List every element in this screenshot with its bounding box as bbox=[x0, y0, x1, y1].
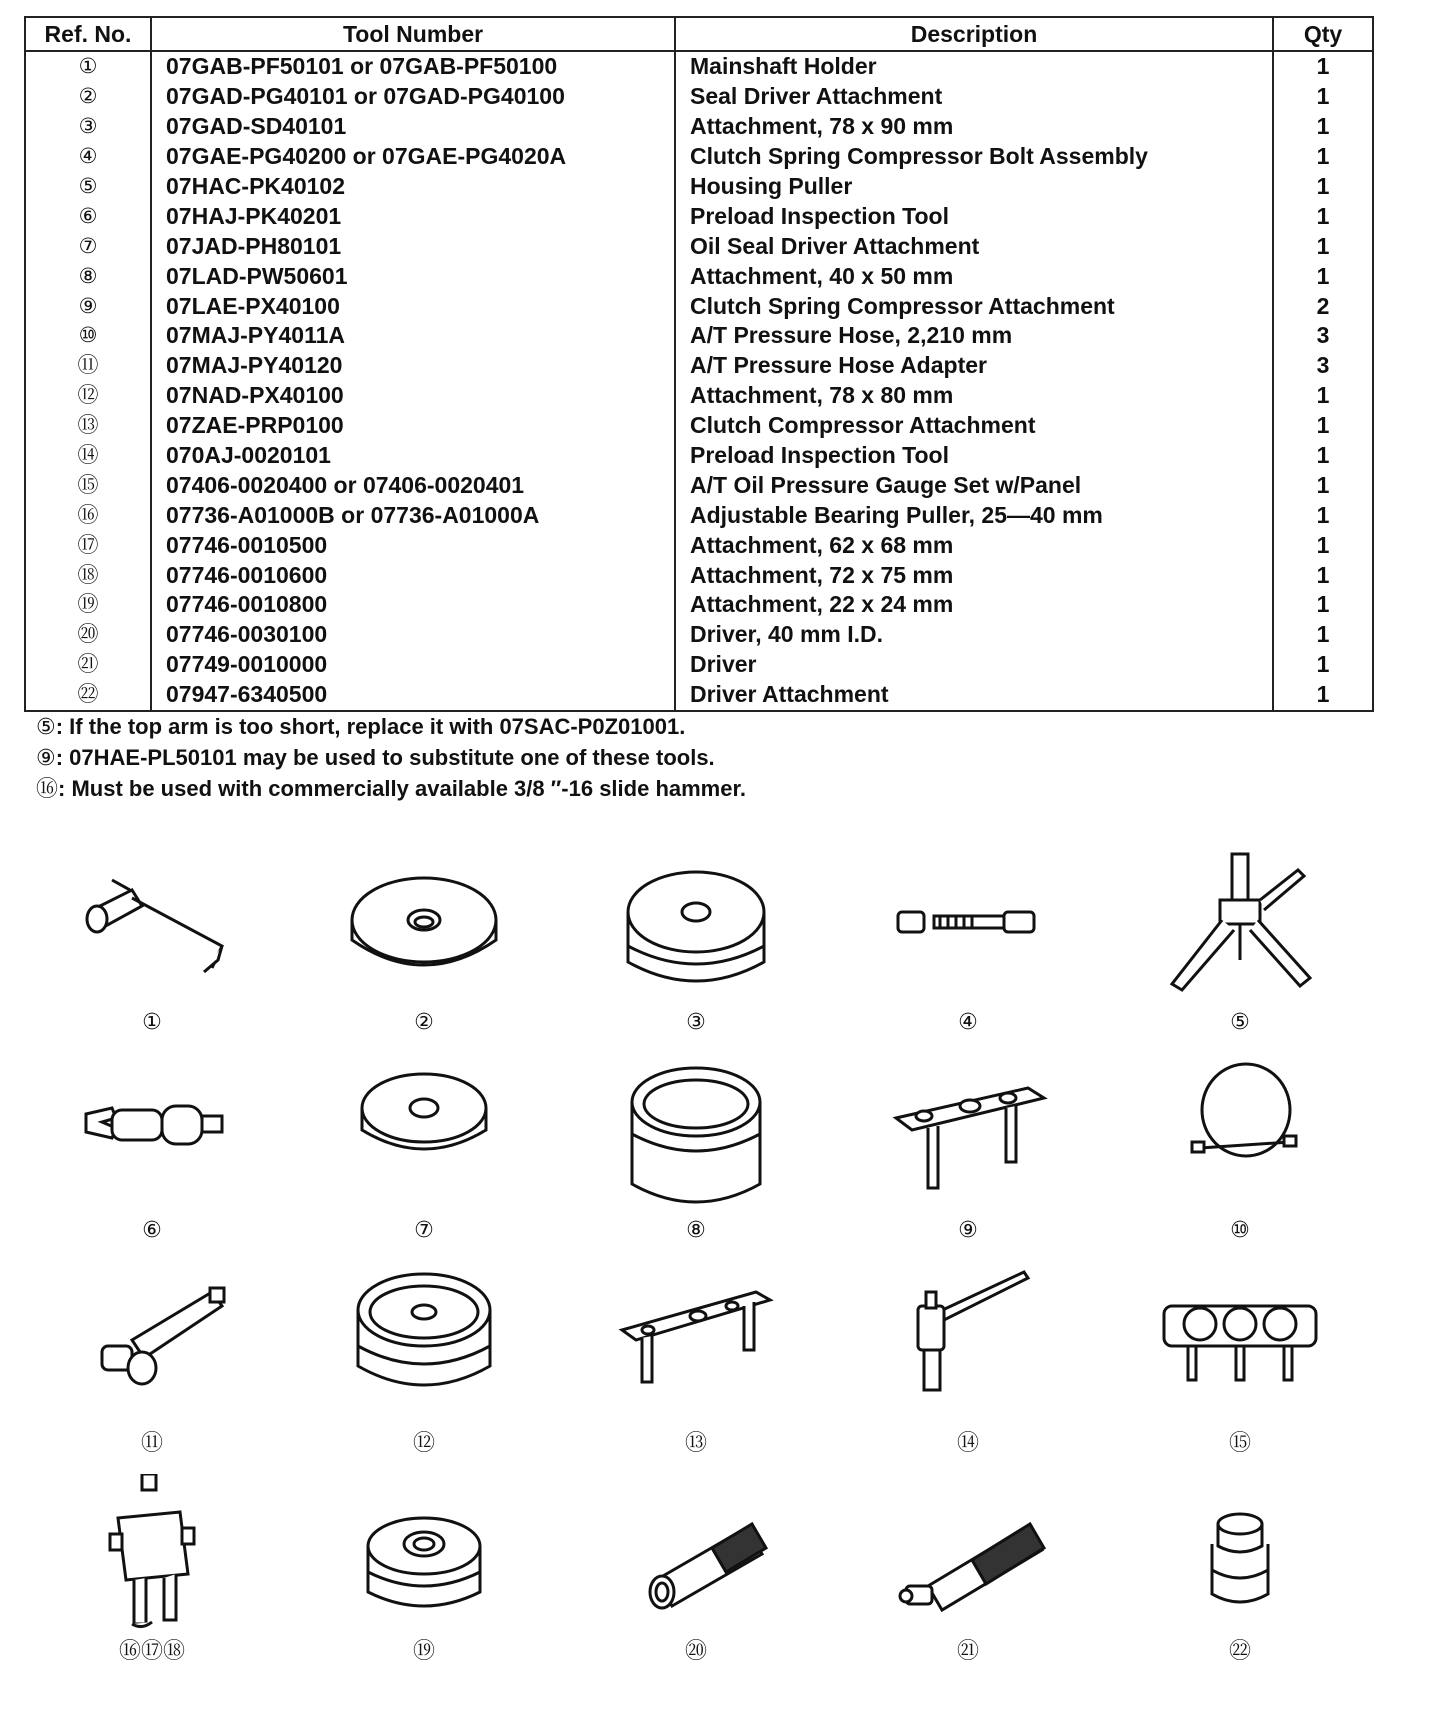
table-cell-qty: 1 bbox=[1273, 142, 1373, 172]
table-cell-tool-number: 07749-0010000 bbox=[151, 650, 675, 680]
bearing-puller-illustration bbox=[72, 1474, 232, 1634]
bolt-assembly-illustration bbox=[888, 850, 1048, 1010]
table-cell-ref-no: ⑤ bbox=[25, 172, 151, 202]
figure-label: ⑪ bbox=[140, 1431, 163, 1456]
table-cell-tool-number: 07ZAE-PRP0100 bbox=[151, 411, 675, 441]
table-row bbox=[25, 261, 1373, 291]
figure-attachment-78x80 bbox=[288, 1266, 560, 1474]
table-cell-tool-number: 07NAD-PX40100 bbox=[151, 381, 675, 411]
table-cell-ref-no: ⑬ bbox=[25, 411, 151, 441]
table-cell-ref-no: ⑯ bbox=[25, 500, 151, 530]
figure-label: ㉑ bbox=[956, 1639, 979, 1664]
table-cell-tool-number: 07HAC-PK40102 bbox=[151, 172, 675, 202]
figure-label: ① bbox=[142, 1010, 162, 1035]
header-ref-no: Ref. No. bbox=[25, 17, 151, 51]
table-row bbox=[25, 201, 1373, 231]
footnote bbox=[36, 774, 746, 805]
figure-oil-seal-driver-attachment bbox=[288, 1058, 560, 1266]
special-tools-table bbox=[24, 16, 1374, 712]
footnote-text: : 07HAE-PL50101 may be used to substitute one of these tools. bbox=[55, 745, 715, 770]
table-cell-qty: 1 bbox=[1273, 261, 1373, 291]
table-cell-description: A/T Pressure Hose Adapter bbox=[675, 351, 1273, 381]
table-cell-description: Attachment, 78 x 90 mm bbox=[675, 112, 1273, 142]
figure-driver-attachment bbox=[1104, 1474, 1376, 1682]
footnotes bbox=[36, 712, 746, 805]
table-cell-ref-no: ㉑ bbox=[25, 650, 151, 680]
footnote-marker: ⑯ bbox=[36, 777, 59, 802]
figure-label: ⑮ bbox=[1228, 1431, 1251, 1456]
table-cell-description: Attachment, 40 x 50 mm bbox=[675, 261, 1273, 291]
table-row bbox=[25, 51, 1373, 82]
table-cell-ref-no: ⑱ bbox=[25, 560, 151, 590]
figure-label: ⑧ bbox=[686, 1218, 706, 1243]
table-cell-ref-no: ② bbox=[25, 82, 151, 112]
footnote bbox=[36, 743, 746, 774]
table-cell-tool-number: 07MAJ-PY4011A bbox=[151, 321, 675, 351]
table-cell-qty: 1 bbox=[1273, 620, 1373, 650]
figure-label: ③ bbox=[686, 1010, 706, 1035]
table-cell-qty: 1 bbox=[1273, 172, 1373, 202]
figure-label: ⑳ bbox=[684, 1639, 707, 1664]
table-cell-qty: 2 bbox=[1273, 291, 1373, 321]
table-cell-ref-no: ④ bbox=[25, 142, 151, 172]
table-cell-tool-number: 07947-6340500 bbox=[151, 680, 675, 711]
table-cell-tool-number: 07LAE-PX40100 bbox=[151, 291, 675, 321]
table-row bbox=[25, 381, 1373, 411]
header-tool-number: Tool Number bbox=[151, 17, 675, 51]
table-cell-tool-number: 07HAJ-PK40201 bbox=[151, 201, 675, 231]
table-cell-description: Preload Inspection Tool bbox=[675, 201, 1273, 231]
clutch-compressor-attachment-illustration bbox=[616, 1266, 776, 1426]
table-cell-qty: 1 bbox=[1273, 680, 1373, 711]
table-cell-ref-no: ⑰ bbox=[25, 530, 151, 560]
table-cell-description: Driver, 40 mm I.D. bbox=[675, 620, 1273, 650]
figure-driver-40mm bbox=[560, 1474, 832, 1682]
table-cell-tool-number: 07GAD-PG40101 or 07GAD-PG40100 bbox=[151, 82, 675, 112]
table-cell-description: A/T Oil Pressure Gauge Set w/Panel bbox=[675, 470, 1273, 500]
table-row bbox=[25, 351, 1373, 381]
figure-mainshaft-holder bbox=[16, 850, 288, 1058]
figure-spring-compressor-attachment bbox=[832, 1058, 1104, 1266]
table-row bbox=[25, 590, 1373, 620]
table-row bbox=[25, 441, 1373, 471]
footnote-text: : Must be used with commercially available 3/8 ″-16 slide hammer. bbox=[58, 776, 746, 801]
table-cell-qty: 1 bbox=[1273, 441, 1373, 471]
figure-seal-driver-attachment bbox=[288, 850, 560, 1058]
table-cell-ref-no: ⑨ bbox=[25, 291, 151, 321]
table-cell-tool-number: 07746-0010600 bbox=[151, 560, 675, 590]
figure-label: ⑩ bbox=[1230, 1218, 1250, 1243]
table-cell-description: Oil Seal Driver Attachment bbox=[675, 231, 1273, 261]
table-header-row bbox=[25, 17, 1373, 51]
figure-label: ⑨ bbox=[958, 1218, 978, 1243]
table-cell-description: Attachment, 78 x 80 mm bbox=[675, 381, 1273, 411]
table-cell-tool-number: 07MAJ-PY40120 bbox=[151, 351, 675, 381]
table-cell-qty: 1 bbox=[1273, 500, 1373, 530]
figure-label: ⑤ bbox=[1230, 1010, 1250, 1035]
table-cell-qty: 1 bbox=[1273, 381, 1373, 411]
table-row bbox=[25, 291, 1373, 321]
table-row bbox=[25, 231, 1373, 261]
table-cell-description: Mainshaft Holder bbox=[675, 51, 1273, 82]
preload-inspection-tool-illustration bbox=[72, 1058, 232, 1218]
attachment-78x90-illustration bbox=[616, 850, 776, 1010]
table-cell-ref-no: ⑮ bbox=[25, 470, 151, 500]
table-cell-qty: 1 bbox=[1273, 51, 1373, 82]
table-cell-ref-no: ① bbox=[25, 51, 151, 82]
table-cell-tool-number: 07746-0010500 bbox=[151, 530, 675, 560]
figure-attachment-22x24 bbox=[288, 1474, 560, 1682]
table-row bbox=[25, 82, 1373, 112]
table-cell-ref-no: ⑭ bbox=[25, 441, 151, 471]
table-row bbox=[25, 112, 1373, 142]
hose-adapter-illustration bbox=[72, 1266, 232, 1426]
attachment-22x24-illustration bbox=[344, 1474, 504, 1634]
figure-label: ⑭ bbox=[956, 1431, 979, 1456]
figure-label: ⑥ bbox=[142, 1218, 162, 1243]
figure-preload-inspection-tool-2 bbox=[832, 1266, 1104, 1474]
figure-bearing-puller bbox=[16, 1474, 288, 1682]
table-cell-description: A/T Pressure Hose, 2,210 mm bbox=[675, 321, 1273, 351]
table-cell-description: Clutch Spring Compressor Bolt Assembly bbox=[675, 142, 1273, 172]
attachment-78x80-illustration bbox=[344, 1266, 504, 1426]
table-cell-ref-no: ⑥ bbox=[25, 201, 151, 231]
header-description: Description bbox=[675, 17, 1273, 51]
table-row bbox=[25, 321, 1373, 351]
table-cell-qty: 1 bbox=[1273, 530, 1373, 560]
table-cell-tool-number: 070AJ-0020101 bbox=[151, 441, 675, 471]
oil-seal-driver-attachment-illustration bbox=[344, 1058, 504, 1218]
table-body bbox=[25, 51, 1373, 711]
table-cell-ref-no: ⑩ bbox=[25, 321, 151, 351]
table-cell-tool-number: 07406-0020400 or 07406-0020401 bbox=[151, 470, 675, 500]
figure-label: ⑲ bbox=[412, 1639, 435, 1664]
table-cell-ref-no: ⑪ bbox=[25, 351, 151, 381]
header-qty: Qty bbox=[1273, 17, 1373, 51]
table-cell-description: Clutch Spring Compressor Attachment bbox=[675, 291, 1273, 321]
figure-housing-puller bbox=[1104, 850, 1376, 1058]
table-row bbox=[25, 500, 1373, 530]
table-cell-ref-no: ⑲ bbox=[25, 590, 151, 620]
table-cell-qty: 1 bbox=[1273, 560, 1373, 590]
attachment-40x50-illustration bbox=[616, 1058, 776, 1218]
figure-label: ④ bbox=[958, 1010, 978, 1035]
table-cell-qty: 1 bbox=[1273, 201, 1373, 231]
footnote-text: : If the top arm is too short, replace it with 07SAC-P0Z01001. bbox=[55, 714, 686, 739]
table-cell-description: Attachment, 72 x 75 mm bbox=[675, 560, 1273, 590]
table-cell-description: Adjustable Bearing Puller, 25—40 mm bbox=[675, 500, 1273, 530]
figure-label: ⑯⑰⑱ bbox=[118, 1639, 185, 1664]
table-cell-description: Housing Puller bbox=[675, 172, 1273, 202]
seal-driver-attachment-illustration bbox=[344, 850, 504, 1010]
table-cell-ref-no: ⑫ bbox=[25, 381, 151, 411]
driver-40mm-illustration bbox=[616, 1474, 776, 1634]
figure-gauge-set bbox=[1104, 1266, 1376, 1474]
figure-hose-adapter bbox=[16, 1266, 288, 1474]
pressure-hose-illustration bbox=[1160, 1058, 1320, 1218]
table-row bbox=[25, 142, 1373, 172]
tool-illustrations bbox=[0, 850, 1456, 1710]
figure-clutch-compressor-attachment bbox=[560, 1266, 832, 1474]
table-row bbox=[25, 470, 1373, 500]
figure-bolt-assembly bbox=[832, 850, 1104, 1058]
table-cell-ref-no: ⑧ bbox=[25, 261, 151, 291]
footnote-marker: ⑤ bbox=[36, 715, 56, 740]
table-cell-qty: 3 bbox=[1273, 351, 1373, 381]
table-cell-description: Driver Attachment bbox=[675, 680, 1273, 711]
table-row bbox=[25, 560, 1373, 590]
driver-illustration bbox=[888, 1474, 1048, 1634]
table-cell-tool-number: 07JAD-PH80101 bbox=[151, 231, 675, 261]
figure-label: ⑫ bbox=[412, 1431, 435, 1456]
table-row bbox=[25, 680, 1373, 711]
table-cell-qty: 1 bbox=[1273, 82, 1373, 112]
table-cell-tool-number: 07LAD-PW50601 bbox=[151, 261, 675, 291]
table-cell-qty: 1 bbox=[1273, 411, 1373, 441]
gauge-set-illustration bbox=[1160, 1266, 1320, 1426]
figure-label: ㉒ bbox=[1228, 1639, 1251, 1664]
figure-attachment-40x50 bbox=[560, 1058, 832, 1266]
table-cell-qty: 1 bbox=[1273, 470, 1373, 500]
table-cell-tool-number: 07GAB-PF50101 or 07GAB-PF50100 bbox=[151, 51, 675, 82]
table-cell-ref-no: ③ bbox=[25, 112, 151, 142]
table-cell-description: Driver bbox=[675, 650, 1273, 680]
figure-label: ⑦ bbox=[414, 1218, 434, 1243]
table-cell-tool-number: 07746-0010800 bbox=[151, 590, 675, 620]
table-row bbox=[25, 530, 1373, 560]
table-cell-description: Clutch Compressor Attachment bbox=[675, 411, 1273, 441]
table-cell-qty: 1 bbox=[1273, 112, 1373, 142]
figure-driver bbox=[832, 1474, 1104, 1682]
figure-label: ② bbox=[414, 1010, 434, 1035]
table-cell-tool-number: 07736-A01000B or 07736-A01000A bbox=[151, 500, 675, 530]
figure-pressure-hose bbox=[1104, 1058, 1376, 1266]
mainshaft-holder-illustration bbox=[72, 850, 232, 1010]
table-cell-tool-number: 07GAE-PG40200 or 07GAE-PG4020A bbox=[151, 142, 675, 172]
table-cell-tool-number: 07746-0030100 bbox=[151, 620, 675, 650]
table-cell-description: Attachment, 62 x 68 mm bbox=[675, 530, 1273, 560]
driver-attachment-illustration bbox=[1160, 1474, 1320, 1634]
table-cell-ref-no: ⑳ bbox=[25, 620, 151, 650]
figure-attachment-78x90 bbox=[560, 850, 832, 1058]
table-cell-qty: 1 bbox=[1273, 231, 1373, 261]
table-cell-ref-no: ⑦ bbox=[25, 231, 151, 261]
table-row bbox=[25, 411, 1373, 441]
table-cell-qty: 1 bbox=[1273, 590, 1373, 620]
figure-preload-inspection-tool bbox=[16, 1058, 288, 1266]
footnote bbox=[36, 712, 746, 743]
housing-puller-illustration bbox=[1160, 850, 1320, 1010]
spring-compressor-attachment-illustration bbox=[888, 1058, 1048, 1218]
figure-label: ⑬ bbox=[684, 1431, 707, 1456]
table-cell-tool-number: 07GAD-SD40101 bbox=[151, 112, 675, 142]
table-cell-qty: 3 bbox=[1273, 321, 1373, 351]
preload-inspection-tool-2-illustration bbox=[888, 1266, 1048, 1426]
table-cell-ref-no: ㉒ bbox=[25, 680, 151, 711]
table-cell-description: Attachment, 22 x 24 mm bbox=[675, 590, 1273, 620]
table-row bbox=[25, 620, 1373, 650]
table-cell-qty: 1 bbox=[1273, 650, 1373, 680]
table-row bbox=[25, 172, 1373, 202]
table-cell-description: Seal Driver Attachment bbox=[675, 82, 1273, 112]
footnote-marker: ⑨ bbox=[36, 746, 56, 771]
table-cell-description: Preload Inspection Tool bbox=[675, 441, 1273, 471]
table-row bbox=[25, 650, 1373, 680]
